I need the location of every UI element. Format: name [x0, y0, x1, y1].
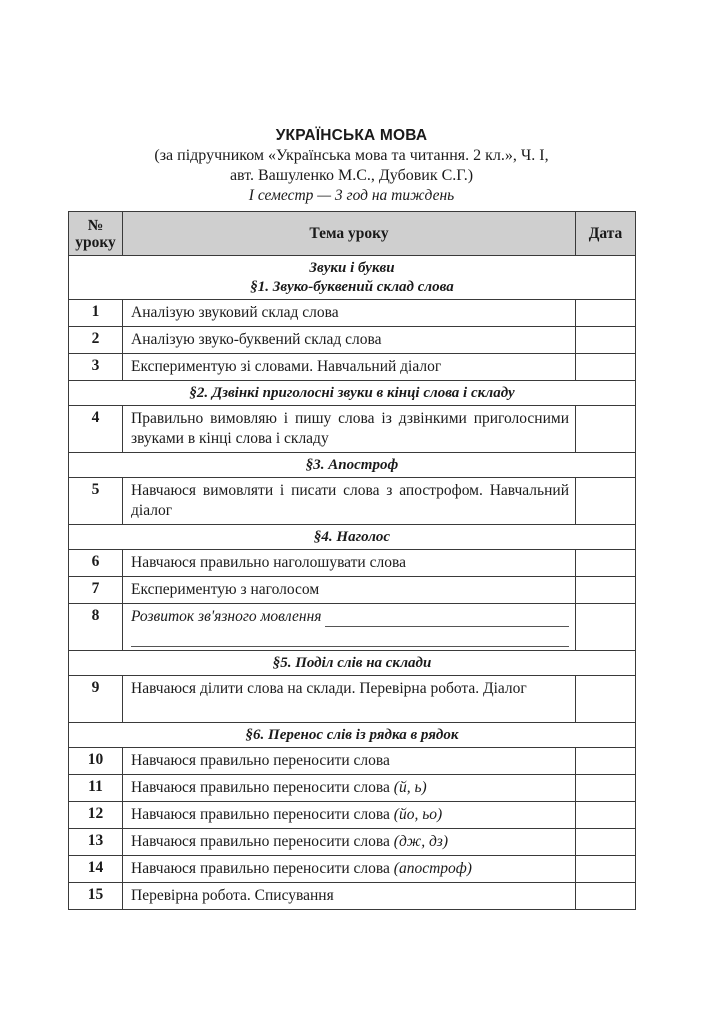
lesson-topic-text: Навчаюся правильно переносити слова: [131, 806, 390, 823]
table-row: [69, 406, 636, 453]
lesson-date-cell[interactable]: [576, 327, 636, 354]
table-row: [69, 478, 636, 525]
unit-heading: [69, 256, 636, 300]
textbook-reference: (за підручником «Українська мова та читання. 2 кл.», Ч. І,: [154, 147, 549, 164]
lesson-topic: Перевірна робота. Списування: [123, 883, 576, 910]
table-row: [69, 604, 636, 651]
column-header-number: [69, 212, 123, 256]
lesson-topic: Експериментую з наголосом: [123, 577, 576, 604]
table-row: [69, 354, 636, 381]
lesson-topic: Експериментую зі словами. Навчальний діалог: [123, 354, 576, 381]
lesson-topic: [123, 775, 576, 802]
lesson-topic: [123, 856, 576, 883]
blank-fill-line[interactable]: [325, 612, 569, 627]
section-title-2: §2. Дзвінкі приголосні звуки в кінці слова і складу: [69, 381, 636, 406]
lesson-topic-note: (апостроф): [393, 860, 472, 877]
lesson-date-cell[interactable]: [576, 478, 636, 525]
lesson-topic: Правильно вимовляю і пишу слова із дзвінкими приголосними звуками в кінці слова і складу: [123, 406, 576, 453]
lesson-number: 14: [69, 856, 123, 883]
lesson-date-cell[interactable]: [576, 406, 636, 453]
lesson-topic-note: (й, ь): [393, 779, 427, 796]
lesson-date-cell[interactable]: [576, 829, 636, 856]
lesson-date-cell[interactable]: [576, 856, 636, 883]
lesson-number: 11: [69, 775, 123, 802]
section-row: [69, 381, 636, 406]
lesson-number: 4: [69, 406, 123, 453]
table-row: [69, 676, 636, 723]
lesson-topic: Аналізую звуковий склад слова: [123, 300, 576, 327]
lesson-topic: Навчаюся правильно наголошувати слова: [123, 550, 576, 577]
lesson-number: 12: [69, 802, 123, 829]
lesson-topic-text: Навчаюся правильно переносити слова: [131, 833, 390, 850]
table-row: [69, 829, 636, 856]
lesson-topic: [123, 802, 576, 829]
column-header-date: Дата: [576, 212, 636, 256]
speech-development-label: Розвиток зв'язного мовлення: [131, 608, 322, 625]
section-title-1: §1. Звуко-буквений склад слова: [250, 279, 454, 295]
lesson-date-cell[interactable]: [576, 802, 636, 829]
lesson-date-cell[interactable]: [576, 883, 636, 910]
lesson-date-cell[interactable]: [576, 300, 636, 327]
lesson-topic: Навчаюся вимовляти і писати слова з апострофом. Навчальний діалог: [123, 478, 576, 525]
speech-development-line: [131, 607, 569, 627]
lesson-number: 10: [69, 748, 123, 775]
lesson-topic-note: (дж, дз): [393, 833, 449, 850]
table-header-row: [69, 212, 636, 256]
lesson-number: 9: [69, 676, 123, 723]
lesson-date-cell[interactable]: [576, 748, 636, 775]
lesson-date-cell[interactable]: [576, 550, 636, 577]
section-row: [69, 723, 636, 748]
lesson-date-cell[interactable]: [576, 354, 636, 381]
lesson-number: 15: [69, 883, 123, 910]
unit-title: Звуки і букви: [309, 260, 395, 276]
lesson-topic-text: Навчаюся правильно переносити слова: [131, 860, 390, 877]
authors: авт. Вашуленко М.С., Дубовик С.Г.): [229, 167, 474, 184]
lesson-date-cell[interactable]: [576, 775, 636, 802]
lesson-topic-speech-development: [123, 604, 576, 651]
table-row: [69, 577, 636, 604]
lesson-number: 7: [69, 577, 123, 604]
page-title: УКРАЇНСЬКА МОВА: [275, 127, 428, 144]
lesson-number: 13: [69, 829, 123, 856]
section-row: [69, 525, 636, 550]
lesson-topic-text: Навчаюся правильно переносити слова: [131, 779, 390, 796]
table-row: [69, 550, 636, 577]
blank-fill-line[interactable]: [131, 627, 569, 647]
lesson-topic: Навчаюся ділити слова на склади. Перевірна робота. Діалог: [123, 676, 576, 723]
semester-hours: І семестр — 3 год на тиждень: [248, 187, 455, 204]
lesson-number: 5: [69, 478, 123, 525]
lesson-date-cell[interactable]: [576, 577, 636, 604]
section-row: [69, 453, 636, 478]
column-header-number-line2: уроку: [75, 233, 116, 251]
table-row: [69, 883, 636, 910]
lesson-number: 6: [69, 550, 123, 577]
section-title-3: §3. Апостроф: [69, 453, 636, 478]
page-header: [68, 126, 635, 205]
lesson-plan-table: [68, 211, 636, 910]
section-title-5: §5. Поділ слів на склади: [69, 651, 636, 676]
lesson-date-cell[interactable]: [576, 604, 636, 651]
lesson-number: 2: [69, 327, 123, 354]
lesson-date-cell[interactable]: [576, 676, 636, 723]
lesson-number: 3: [69, 354, 123, 381]
lesson-topic: Аналізую звуко-буквений склад слова: [123, 327, 576, 354]
section-title-6: §6. Перенос слів із рядка в рядок: [69, 723, 636, 748]
table-row: [69, 300, 636, 327]
table-row: [69, 856, 636, 883]
section-row-unit: [69, 256, 636, 300]
table-row: [69, 802, 636, 829]
table-row: [69, 748, 636, 775]
table-row: [69, 775, 636, 802]
table-row: [69, 327, 636, 354]
lesson-topic: Навчаюся правильно переносити слова: [123, 748, 576, 775]
section-title-4: §4. Наголос: [69, 525, 636, 550]
lesson-number: 8: [69, 604, 123, 651]
lesson-topic-note: (йо, ьо): [393, 806, 443, 823]
column-header-topic: Тема уроку: [123, 212, 576, 256]
lesson-number: 1: [69, 300, 123, 327]
column-header-number-line1: №: [87, 216, 104, 234]
section-row: [69, 651, 636, 676]
lesson-topic: [123, 829, 576, 856]
